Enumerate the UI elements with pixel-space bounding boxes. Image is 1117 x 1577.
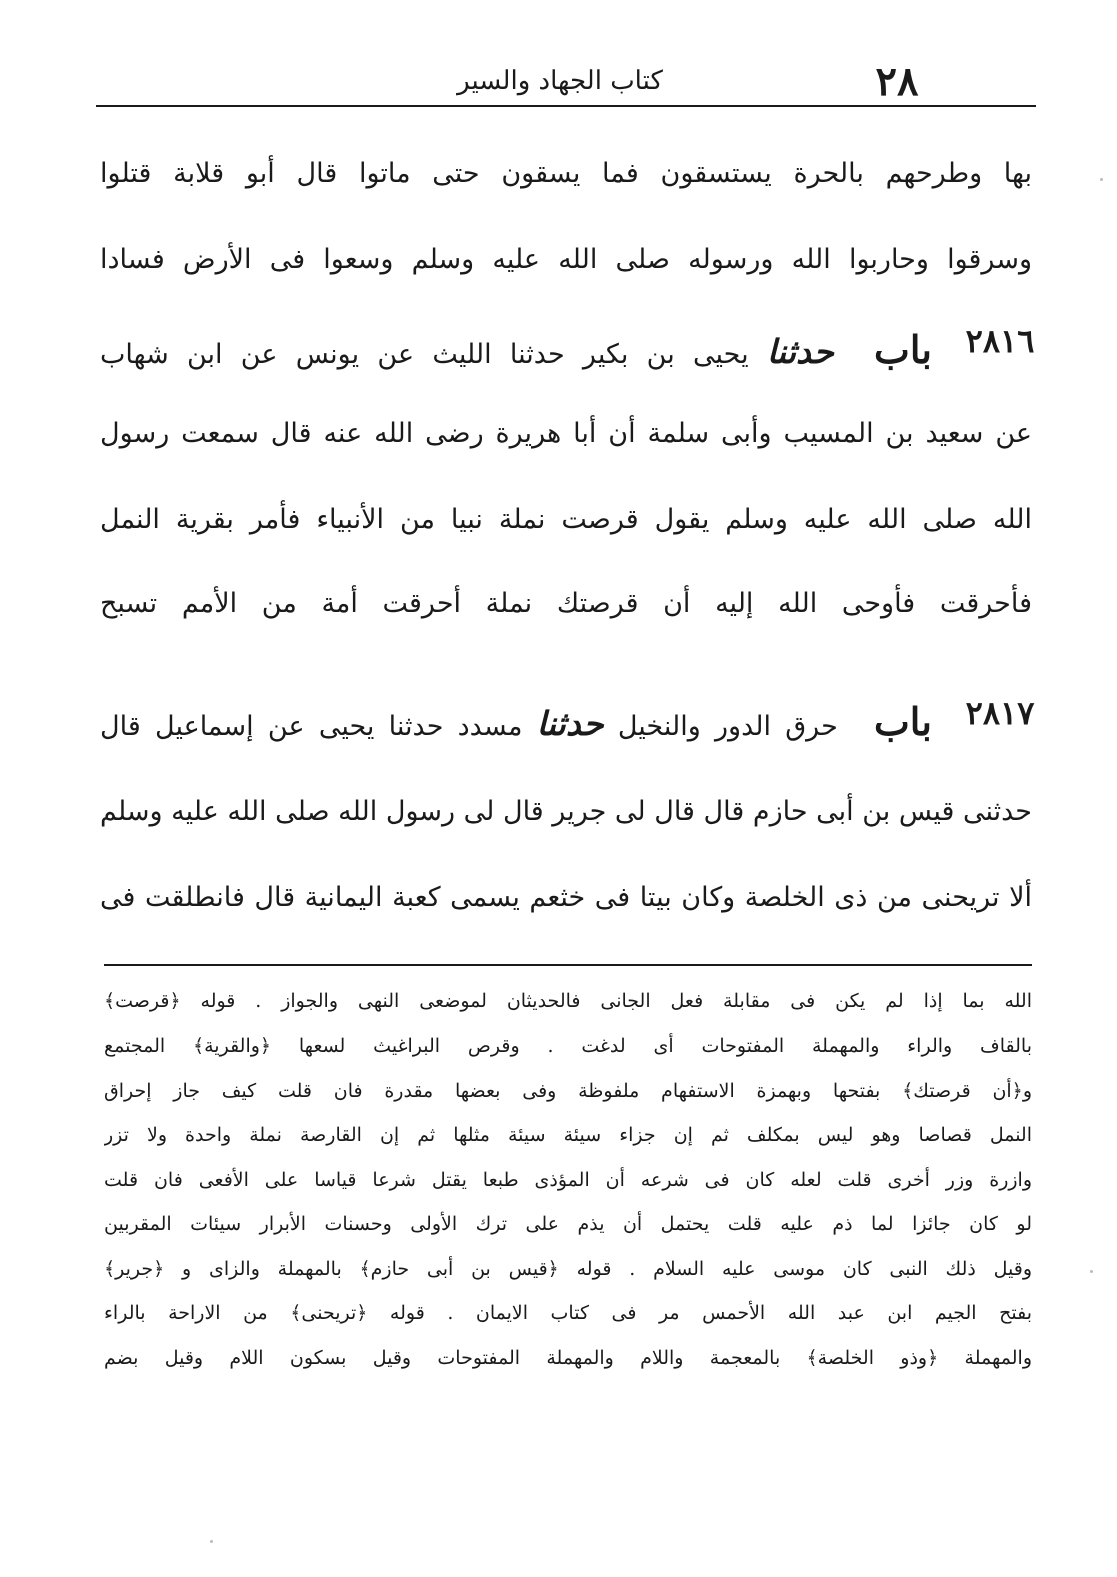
main-text-line: [100, 144, 1032, 204]
main-text-line: [100, 490, 1032, 550]
page-number: ٢٨: [875, 58, 919, 105]
main-text: ألا تريحنى من ذى الخلصة وكان بيتا فى خثعم يسمى كعبة اليمانية قال فانطلقت فى: [100, 882, 1032, 913]
chapter-label: باب: [874, 327, 932, 372]
scan-speck: [210, 1540, 213, 1543]
main-text: بها وطرحهم بالحرة يستسقون فما يسقون حتى ماتوا قال أبو قلابة قتلوا: [100, 158, 1032, 189]
footnote-line: وازرة وزر أخرى قلت لعله كان فى شرعه أن المؤذى طبعا يقتل شرعا قياسا على الأفعى فان قلت: [104, 1169, 1032, 1191]
chapter-number: ٢٨١٧: [965, 694, 1035, 732]
book-section-title: كتاب الجهاد والسير: [457, 66, 663, 96]
chapter-title: حرق الدور والنخيل: [617, 711, 838, 742]
main-text: مسدد حدثنا يحيى عن إسماعيل قال: [100, 711, 523, 742]
chapter-heading-line: [100, 320, 932, 380]
footnote-line: بالقاف والراء والمهملة المفتوحات أى لدغت . وقرص البراغيث لسعها ﴿والقرية﴾ المجتمع: [104, 1035, 1032, 1057]
footnote-line: الله بما إذا لم يكن فى مقابلة فعل الجانى فالحديثان لموضعى النهى والجواز . قوله ﴿قرصت﴾: [104, 990, 1032, 1012]
scan-speck: [1100, 178, 1103, 181]
footnote-line: لو كان جائزا لما ذم عليه قلت يحتمل أن يذم على ترك الأولى وحسنات الأبرار سيئات المقربين: [104, 1213, 1032, 1235]
footnote-line: والمهملة ﴿وذو الخلصة﴾ بالمعجمة واللام والمهملة المفتوحات وقيل بسكون اللام وقيل بضم: [104, 1347, 1032, 1369]
footnote-line: وقيل ذلك النبى كان موسى عليه السلام . قوله ﴿قيس بن أبى حازم﴾ بالمهملة والزاى و ﴿جرير﴾: [104, 1258, 1032, 1280]
footnote-line: و﴿أن قرصتك﴾ بفتحها وبهمزة الاستفهام ملفوظة وفى بعضها مقدرة فان قلت كيف جاز إحراق: [104, 1080, 1032, 1102]
main-text: يحيى بن بكير حدثنا الليث عن يونس عن ابن شهاب: [100, 339, 749, 370]
chapter-label: باب: [874, 699, 932, 744]
main-text: عن سعيد بن المسيب وأبى سلمة أن أبا هريرة رضى الله عنه قال سمعت رسول: [100, 418, 1032, 449]
footnote-divider: [104, 964, 1032, 966]
main-text: فأحرقت فأوحى الله إليه أن قرصتك نملة أحرقت أمة من الأمم تسبح: [100, 588, 1032, 619]
footnote-line: النمل قصاصا وهو ليس بمكلف ثم إن جزاء سيئة سيئة مثلها ثم إن القارصة نملة واحدة ولا تزر: [104, 1124, 1032, 1146]
narration-marker: حدثنا: [536, 704, 604, 743]
main-text-line: [100, 230, 1032, 290]
main-text-line: [100, 574, 1032, 634]
chapter-heading-line: [100, 692, 932, 752]
header-divider: [96, 105, 1036, 107]
scan-speck: [1090, 1270, 1093, 1273]
main-text: الله صلى الله عليه وسلم يقول قرصت نملة نبيا من الأنبياء فأمر بقرية النمل: [100, 504, 1032, 535]
main-text-line: [100, 782, 1032, 842]
main-text-line: [100, 868, 1032, 928]
main-text-line: [100, 404, 1032, 464]
main-text: حدثنى قيس بن أبى حازم قال قال لى جرير قال لى رسول الله صلى الله عليه وسلم: [100, 796, 1032, 827]
footnote-line: بفتح الجيم ابن عبد الله الأحمس مر فى كتاب الايمان . قوله ﴿تريحنى﴾ من الاراحة بالراء: [104, 1302, 1032, 1324]
chapter-number: ٢٨١٦: [965, 322, 1035, 360]
narration-marker: حدثنا: [766, 332, 834, 371]
main-text: وسرقوا وحاربوا الله ورسوله صلى الله عليه وسلم وسعوا فى الأرض فسادا: [100, 244, 1032, 275]
